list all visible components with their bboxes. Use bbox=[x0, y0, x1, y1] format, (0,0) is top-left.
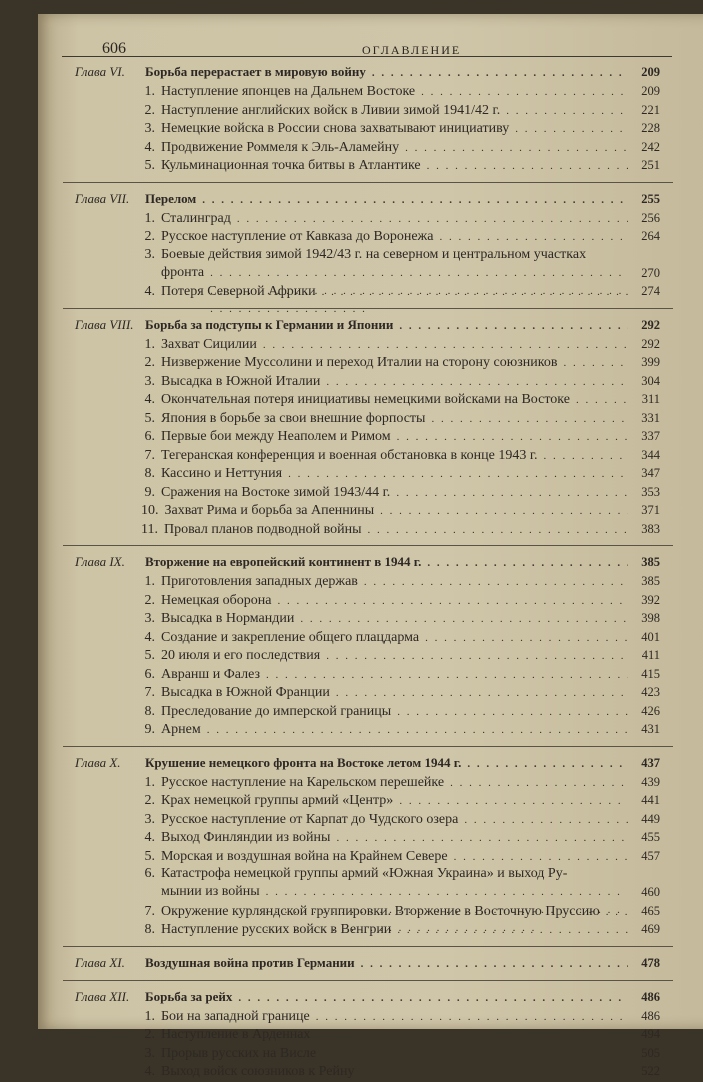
chapter-title: Крушение немецкого фронта на Востоке летом 1944 г. bbox=[145, 754, 462, 770]
chapter-section bbox=[75, 62, 660, 175]
entry-number: 8. bbox=[144, 922, 155, 937]
chapter-divider bbox=[63, 182, 673, 183]
entry-last-line bbox=[161, 264, 634, 283]
entry-title: Продвижение Роммеля к Эль-Аламейну bbox=[161, 139, 400, 155]
dot-leader bbox=[454, 848, 628, 867]
toc-entry bbox=[75, 390, 660, 409]
toc-entry bbox=[75, 372, 660, 391]
entry-number: 5. bbox=[144, 410, 155, 426]
chapter-word: Глава bbox=[75, 316, 107, 332]
entry-number: 8. bbox=[144, 466, 155, 481]
entry-page: 426 bbox=[641, 703, 660, 718]
chapter-page: 385 bbox=[641, 555, 660, 569]
entry-title: Кассино и Неттуния bbox=[161, 466, 283, 481]
entry-number: 4. bbox=[144, 830, 155, 845]
entry-page: 209 bbox=[641, 84, 660, 98]
chapter-word: Глава bbox=[75, 954, 107, 970]
chapter-section bbox=[75, 545, 660, 739]
entry-page: 256 bbox=[641, 210, 660, 225]
chapter-label bbox=[75, 552, 145, 572]
entry-number: 4. bbox=[144, 629, 155, 645]
chapter-page: 486 bbox=[641, 989, 660, 1004]
entry-number: 2. bbox=[144, 102, 155, 118]
entry-number: 1. bbox=[144, 774, 155, 790]
chapter-page: 292 bbox=[641, 317, 660, 332]
toc-entry bbox=[75, 483, 660, 502]
toc-entry bbox=[75, 101, 660, 120]
dot-leader bbox=[326, 373, 628, 392]
chapter-divider bbox=[63, 980, 673, 981]
toc-entry bbox=[75, 665, 660, 684]
dot-leader bbox=[399, 316, 628, 336]
dot-leader bbox=[266, 666, 628, 685]
chapter-roman: X. bbox=[109, 754, 121, 770]
toc-entry bbox=[75, 865, 660, 902]
toc-entry-wrap bbox=[75, 865, 660, 902]
entry-number: 3. bbox=[144, 1045, 155, 1061]
chapter-label bbox=[75, 315, 145, 335]
entry-page: 292 bbox=[641, 336, 660, 351]
dot-leader bbox=[450, 774, 628, 793]
entry-number: 3. bbox=[144, 373, 155, 389]
entry-number: 6. bbox=[144, 666, 155, 682]
dot-leader bbox=[263, 336, 628, 355]
chapter-roman: IX. bbox=[109, 554, 125, 569]
dot-leader bbox=[425, 629, 628, 648]
dot-leader bbox=[544, 447, 628, 466]
entry-page: 264 bbox=[641, 229, 660, 243]
chapter-divider bbox=[63, 946, 673, 947]
entry-text bbox=[161, 865, 634, 902]
entry-title: Захват Рима и борьба за Апеннины bbox=[164, 503, 375, 518]
dot-leader bbox=[300, 610, 628, 629]
chapter-roman: XII. bbox=[109, 988, 130, 1004]
entry-title: Арнем bbox=[161, 722, 201, 737]
chapter-heading bbox=[75, 62, 660, 82]
toc-entry bbox=[75, 591, 660, 610]
dot-leader bbox=[576, 391, 628, 410]
toc-entry bbox=[75, 847, 660, 866]
dot-leader bbox=[467, 754, 628, 774]
entry-page: 304 bbox=[641, 373, 660, 388]
entry-page: 399 bbox=[641, 355, 660, 369]
entry-page: 392 bbox=[641, 592, 660, 607]
entry-number: 1. bbox=[144, 210, 155, 226]
toc-entry bbox=[75, 920, 660, 939]
entry-page: 439 bbox=[641, 774, 660, 789]
entry-title: Сражения на Востоке зимой 1943/44 г. bbox=[161, 484, 391, 500]
chapter-roman: VI. bbox=[109, 64, 125, 79]
entry-number: 3. bbox=[144, 246, 155, 262]
dot-leader bbox=[405, 139, 628, 158]
dot-leader bbox=[336, 829, 628, 848]
entry-number: 4. bbox=[144, 392, 155, 407]
entry-title: Крах немецкой группы армий «Центр» bbox=[161, 793, 394, 808]
dot-leader bbox=[202, 190, 628, 210]
dot-leader bbox=[360, 1063, 628, 1082]
entry-number: 4. bbox=[144, 139, 155, 155]
entry-title: Авранш и Фалез bbox=[161, 666, 260, 682]
dot-leader bbox=[427, 157, 628, 176]
dot-leader bbox=[563, 354, 628, 373]
dot-leader bbox=[316, 1026, 628, 1045]
toc-entry bbox=[75, 791, 660, 810]
entry-title: Русское наступление от Карпат до Чудского озера bbox=[161, 811, 459, 827]
entry-title: Выход войск союзников к Рейну bbox=[161, 1064, 355, 1079]
toc-entry bbox=[75, 773, 660, 792]
toc-entry bbox=[75, 1025, 660, 1044]
dot-leader bbox=[396, 484, 628, 503]
header-rule bbox=[62, 56, 672, 57]
entry-number: 10. bbox=[141, 503, 159, 518]
entry-title: 20 июля и его последствия bbox=[161, 648, 321, 663]
toc-entry bbox=[75, 209, 660, 228]
toc-entry bbox=[75, 609, 660, 628]
toc-entry bbox=[75, 335, 660, 354]
entry-title: Катастрофа немецкой группы армий «Южная Украина» и выход Ру- bbox=[161, 866, 568, 881]
dot-leader bbox=[237, 210, 628, 229]
dot-leader bbox=[277, 592, 628, 611]
entry-page: 415 bbox=[641, 666, 660, 681]
toc-entry bbox=[75, 446, 660, 465]
entry-title: Потеря Северной Африки bbox=[161, 284, 316, 299]
dot-leader bbox=[364, 573, 628, 592]
entry-page: 465 bbox=[641, 903, 660, 918]
chapter-label bbox=[75, 189, 145, 209]
entry-title: Создание и закрепление общего плацдарма bbox=[161, 629, 420, 645]
entry-title: Провал планов подводной войны bbox=[163, 521, 362, 537]
chapter-title: Борьба за рейх bbox=[145, 988, 233, 1004]
toc-entry bbox=[75, 683, 660, 702]
entry-page: 505 bbox=[641, 1045, 660, 1060]
chapter-divider bbox=[63, 746, 673, 747]
entry-page: 385 bbox=[641, 574, 660, 588]
entry-title: Наступление японцев на Дальнем Востоке bbox=[161, 84, 416, 99]
entry-number: 4. bbox=[144, 1064, 155, 1079]
chapter-section bbox=[75, 746, 660, 939]
entry-title: Япония в борьбе за свои внешние форпосты bbox=[161, 410, 426, 426]
entry-title: Высадка в Нормандии bbox=[161, 611, 295, 626]
entry-title: Преследование до имперской границы bbox=[161, 703, 392, 719]
entry-page: 221 bbox=[641, 102, 660, 117]
entry-number: 2. bbox=[144, 355, 155, 370]
toc-entry bbox=[75, 464, 660, 483]
entry-page: 449 bbox=[641, 811, 660, 826]
entry-title: Морская и воздушная война на Крайнем Севере bbox=[161, 848, 448, 864]
entry-number: 4. bbox=[144, 284, 155, 299]
chapter-section bbox=[75, 946, 660, 973]
chapter-heading bbox=[75, 953, 660, 973]
toc-entry bbox=[75, 828, 660, 847]
chapter-label bbox=[75, 987, 145, 1007]
entry-title: Наступление русских войск в Венгрии bbox=[161, 922, 392, 937]
entry-number: 7. bbox=[144, 903, 155, 919]
toc-entry bbox=[75, 520, 660, 539]
toc-entry bbox=[75, 427, 660, 446]
toc-entry bbox=[75, 810, 660, 829]
toc-entry bbox=[75, 501, 660, 520]
chapter-roman: XI. bbox=[109, 954, 125, 970]
entry-number: 2. bbox=[144, 1027, 155, 1042]
dot-leader bbox=[397, 428, 628, 447]
chapter-page: 209 bbox=[641, 65, 660, 79]
entry-last-line bbox=[161, 883, 634, 902]
chapter-heading bbox=[75, 753, 660, 773]
dot-leader bbox=[399, 792, 628, 811]
entry-title: Выход Финляндии из войны bbox=[161, 830, 331, 845]
dot-leader bbox=[380, 502, 628, 521]
entry-title: Русское наступление от Кавказа до Воронежа bbox=[161, 229, 434, 244]
dot-leader bbox=[506, 102, 628, 121]
chapter-title: Воздушная война против Германии bbox=[145, 954, 355, 970]
dot-leader bbox=[336, 684, 628, 703]
entry-number: 5. bbox=[144, 648, 155, 663]
chapter-page: 255 bbox=[641, 191, 660, 206]
chapter-roman: VII. bbox=[109, 190, 130, 206]
entry-title: Боевые действия зимой 1942/43 г. на северном и центральном участках bbox=[161, 246, 587, 262]
dot-leader bbox=[367, 521, 628, 540]
entry-number: 1. bbox=[144, 336, 155, 352]
toc-entry bbox=[75, 227, 660, 246]
entry-page: 251 bbox=[641, 158, 660, 172]
entry-title: Бои на западной границе bbox=[161, 1008, 310, 1024]
entry-number: 5. bbox=[144, 158, 155, 173]
chapter-roman: VIII. bbox=[109, 316, 134, 332]
entry-title: Кульминационная точка битвы в Атлантике bbox=[161, 158, 421, 173]
toc-entry bbox=[75, 282, 660, 301]
toc-entry bbox=[75, 1007, 660, 1026]
chapter-title: Вторжение на европейский континент в 1944 г. bbox=[145, 554, 422, 569]
entry-title: Захват Сицилии bbox=[161, 336, 257, 352]
chapter-word: Глава bbox=[75, 64, 107, 79]
entry-page: 344 bbox=[641, 447, 660, 462]
entry-page: 455 bbox=[641, 830, 660, 844]
entry-number: 7. bbox=[144, 685, 155, 700]
chapter-page: 478 bbox=[641, 955, 660, 970]
chapter-section bbox=[75, 182, 660, 301]
entry-number: 2. bbox=[144, 793, 155, 808]
entry-page: 331 bbox=[641, 410, 660, 425]
entry-number: 7. bbox=[144, 447, 155, 463]
entry-number: 1. bbox=[144, 574, 155, 589]
chapter-divider bbox=[63, 545, 673, 546]
running-title: ОГЛАВЛЕНИЕ bbox=[362, 43, 462, 57]
entry-number: 9. bbox=[144, 722, 155, 737]
entry-number: 9. bbox=[144, 484, 155, 500]
entry-page: 347 bbox=[641, 466, 660, 480]
chapter-section bbox=[75, 980, 660, 1081]
entry-title: Высадка в Южной Франции bbox=[161, 685, 330, 700]
entry-title: Немецкие войска в России снова захватывают инициативу bbox=[161, 121, 510, 136]
entry-title-continued: мынии из войны bbox=[161, 884, 260, 899]
toc-entry bbox=[75, 353, 660, 372]
entry-page: 228 bbox=[641, 121, 660, 135]
dot-leader bbox=[322, 283, 628, 302]
entry-title: Наступление английских войск в Ливии зимой 1941/42 г. bbox=[161, 102, 501, 118]
toc-entry-wrap bbox=[75, 246, 660, 283]
entry-text bbox=[161, 246, 634, 283]
entry-page: 270 bbox=[641, 265, 660, 280]
entry-title: Низвержение Муссолини и переход Италии на сторону союзников bbox=[161, 355, 558, 370]
dot-leader bbox=[372, 63, 628, 83]
toc-entry bbox=[75, 646, 660, 665]
dot-leader bbox=[238, 988, 628, 1008]
entry-title: Немецкая оборона bbox=[161, 592, 272, 608]
dot-leader bbox=[397, 921, 628, 940]
entry-page: 311 bbox=[641, 392, 660, 406]
entry-title: Тегеранская конференция и военная обстановка в конце 1943 г. bbox=[161, 447, 538, 463]
entry-number: 3. bbox=[144, 121, 155, 136]
dot-leader bbox=[322, 1045, 628, 1064]
entry-page: 337 bbox=[641, 429, 660, 443]
chapter-word: Глава bbox=[75, 754, 107, 770]
entry-number: 2. bbox=[144, 229, 155, 244]
toc-entry bbox=[75, 1062, 660, 1081]
toc-entry bbox=[75, 1044, 660, 1063]
entry-page: 522 bbox=[641, 1064, 660, 1078]
chapter-heading bbox=[75, 552, 660, 572]
toc-entry bbox=[75, 119, 660, 138]
chapter-word: Глава bbox=[75, 190, 107, 206]
entry-page: 469 bbox=[641, 922, 660, 936]
entry-title: Приготовления западных держав bbox=[161, 574, 358, 589]
entry-page: 401 bbox=[641, 629, 660, 644]
chapter-section bbox=[75, 308, 660, 539]
chapter-title: Борьба перерастает в мировую войну bbox=[145, 64, 366, 79]
entry-title: Наступление в Арденнах bbox=[161, 1027, 311, 1042]
entry-page: 383 bbox=[641, 521, 660, 536]
entry-number: 11. bbox=[141, 521, 158, 537]
dot-leader bbox=[427, 553, 628, 573]
entry-page: 398 bbox=[641, 611, 660, 625]
chapter-title: Борьба за подступы к Германии и Японии bbox=[145, 316, 394, 332]
page-number: 606 bbox=[102, 40, 126, 57]
dot-leader bbox=[606, 903, 628, 922]
chapter-label bbox=[75, 62, 145, 82]
entry-title: Первые бои между Неаполем и Римом bbox=[161, 429, 391, 444]
entry-number: 1. bbox=[144, 1008, 155, 1024]
entry-page: 242 bbox=[641, 139, 660, 154]
entry-title: Русское наступление на Карельском перешейке bbox=[161, 774, 445, 790]
entry-number: 2. bbox=[144, 592, 155, 608]
dot-leader bbox=[464, 811, 628, 830]
toc-entry bbox=[75, 628, 660, 647]
toc-entry bbox=[75, 156, 660, 175]
toc-entry bbox=[75, 572, 660, 591]
entry-number: 6. bbox=[144, 866, 155, 881]
dot-leader bbox=[421, 83, 628, 102]
entry-title: Окончательная потеря инициативы немецкими войсками на Востоке bbox=[161, 392, 570, 407]
chapter-heading bbox=[75, 189, 660, 209]
entry-page: 411 bbox=[641, 648, 660, 662]
dot-leader bbox=[397, 703, 628, 722]
entry-page: 457 bbox=[641, 848, 660, 863]
chapter-page: 437 bbox=[641, 755, 660, 770]
toc-entry bbox=[75, 702, 660, 721]
entry-page: 353 bbox=[641, 484, 660, 499]
entry-number: 1. bbox=[144, 84, 155, 99]
dot-leader bbox=[515, 120, 628, 139]
dot-leader bbox=[288, 465, 628, 484]
entry-title: Прорыв русских на Висле bbox=[161, 1045, 317, 1061]
entry-page: 441 bbox=[641, 793, 660, 807]
chapter-title: Перелом bbox=[145, 190, 197, 206]
dot-leader bbox=[326, 647, 628, 666]
toc-entry bbox=[75, 138, 660, 157]
entry-number: 5. bbox=[144, 848, 155, 864]
entry-page: 460 bbox=[641, 885, 660, 899]
dot-leader bbox=[431, 410, 628, 429]
entry-title: Сталинград bbox=[161, 210, 231, 226]
dot-leader bbox=[361, 954, 628, 974]
dot-leader bbox=[316, 1008, 628, 1027]
chapter-heading bbox=[75, 987, 660, 1007]
chapter-word: Глава bbox=[75, 554, 107, 569]
toc-entry bbox=[75, 720, 660, 739]
entry-title: Высадка в Южной Италии bbox=[161, 373, 321, 389]
toc-entry bbox=[75, 409, 660, 428]
entry-title: Окружение курляндской группировки. Вторжение в Восточную Пруссию bbox=[161, 903, 600, 919]
chapter-label bbox=[75, 753, 145, 773]
dot-leader bbox=[439, 228, 628, 247]
entry-page: 371 bbox=[641, 503, 660, 517]
toc-entry bbox=[75, 246, 660, 283]
entry-page: 494 bbox=[641, 1027, 660, 1041]
dot-leader bbox=[207, 721, 628, 740]
entry-page: 274 bbox=[641, 284, 660, 298]
entry-number: 3. bbox=[144, 811, 155, 827]
toc-entry bbox=[75, 82, 660, 101]
chapter-word: Глава bbox=[75, 988, 107, 1004]
table-of-contents bbox=[75, 62, 660, 1081]
entry-page: 431 bbox=[641, 722, 660, 736]
entry-number: 8. bbox=[144, 703, 155, 719]
entry-number: 6. bbox=[144, 429, 155, 444]
chapter-heading bbox=[75, 315, 660, 335]
chapter-label bbox=[75, 953, 145, 973]
toc-entry bbox=[75, 902, 660, 921]
entry-page: 486 bbox=[641, 1008, 660, 1023]
entry-title-continued: фронта bbox=[161, 264, 205, 280]
entry-number: 3. bbox=[144, 611, 155, 626]
entry-page: 423 bbox=[641, 685, 660, 699]
